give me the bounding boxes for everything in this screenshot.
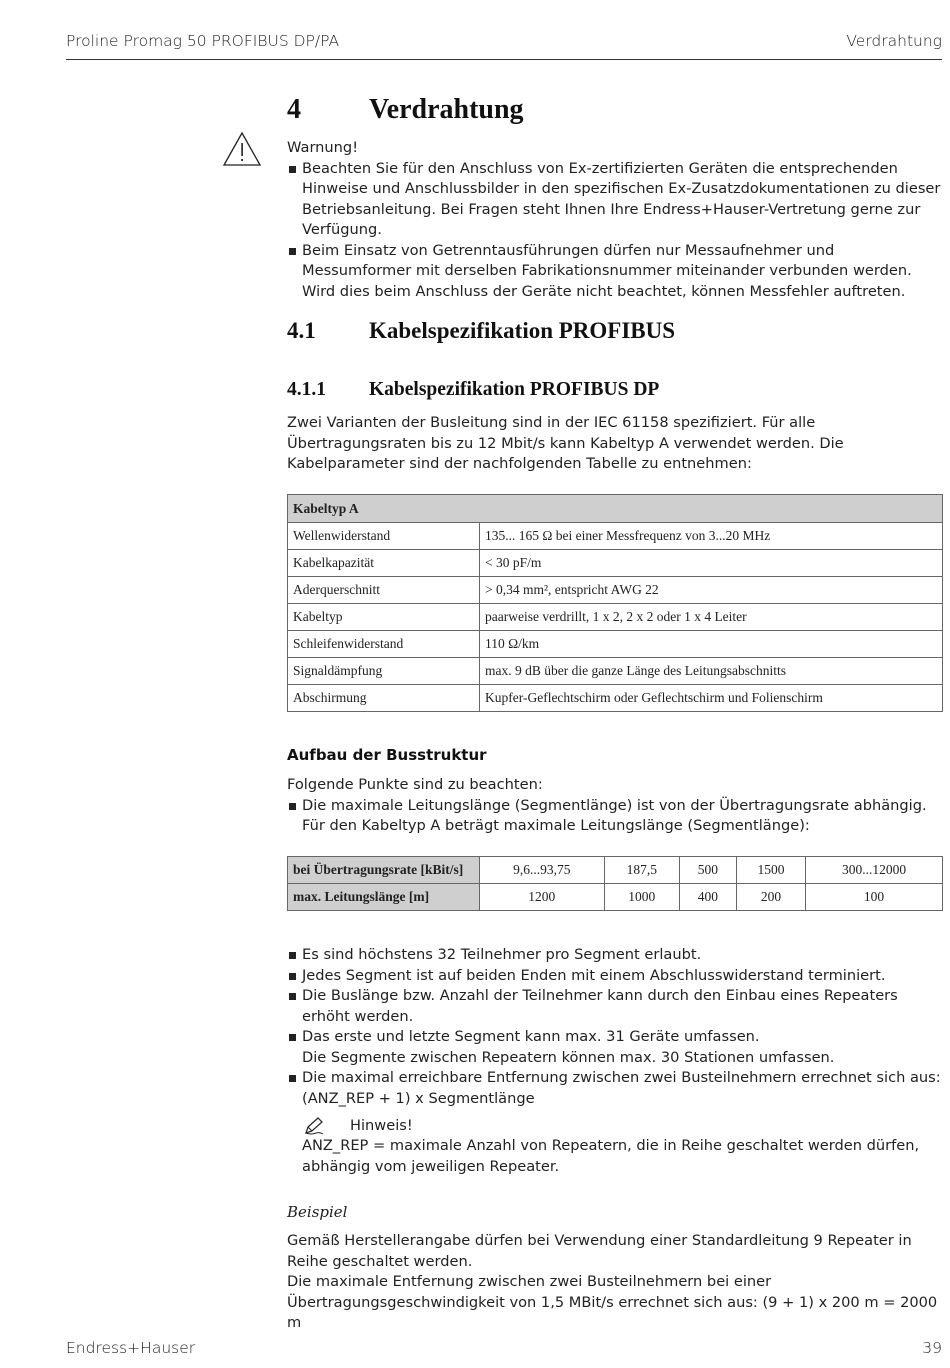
param-name: Aderquerschnitt xyxy=(288,577,480,604)
warning-item: Beim Einsatz von Getrenntausführungen dürfen nur Messaufnehmer und Messumformer mit derselben Fabrikationsnummer miteinander verbunden werden. Wird dies beim Anschluss der Geräte nicht beachtet, können Messfehler auftreten. xyxy=(287,241,947,303)
bus-rules-list xyxy=(287,945,947,1109)
example-title: Beispiel xyxy=(287,1203,348,1221)
chapter-number: 4 xyxy=(287,94,301,125)
table-row xyxy=(288,577,943,604)
rate-cell: 300...12000 xyxy=(806,857,943,884)
header-rule xyxy=(66,59,942,60)
list-item xyxy=(287,1068,947,1109)
note-label: Hinweis! xyxy=(350,1117,413,1134)
rate-cell: 9,6...93,75 xyxy=(480,857,605,884)
subsection-title: Kabelspezifikation PROFIBUS DP xyxy=(369,379,660,400)
list-item-text: Das erste und letzte Segment kann max. 31 Geräte umfassen. xyxy=(302,1028,760,1045)
param-name: Abschirmung xyxy=(288,685,480,712)
param-value: < 30 pF/m xyxy=(480,550,943,577)
section-title: Kabelspezifikation PROFIBUS xyxy=(369,318,676,343)
warning-item: Beachten Sie für den Anschluss von Ex-zertifizierten Geräten die entsprechenden Hinweise und Anschlussbilder in den spezifischen Ex-Zusatzdokumentationen zu dieser Betriebsanleitung. Bei Fragen steht Ihnen Ihre Endress+Hauser-Vertretung gerne zur Verfügung. xyxy=(287,159,947,241)
list-item: Die Buslänge bzw. Anzahl der Teilnehmer kann durch den Einbau eines Repeaters erhöht werden. xyxy=(287,986,947,1027)
table-header: Kabeltyp A xyxy=(288,495,943,523)
subsection-heading xyxy=(287,379,659,401)
list-item-text: Die maximale Leitungslänge (Segmentlänge) ist von der Übertragungsrate abhängig. xyxy=(302,796,927,814)
length-cell: 1000 xyxy=(604,884,679,911)
param-name: Schleifenwiderstand xyxy=(288,631,480,658)
section-heading xyxy=(287,318,675,344)
param-value: > 0,34 mm², entspricht AWG 22 xyxy=(480,577,943,604)
rate-length-table xyxy=(287,856,943,911)
table-row xyxy=(288,658,943,685)
warning-block xyxy=(287,138,947,302)
param-name: Kabeltyp xyxy=(288,604,480,631)
warning-icon xyxy=(222,131,262,171)
length-cell: 400 xyxy=(679,884,736,911)
param-value: 135... 165 Ω bei einer Messfrequenz von 3...20 MHz xyxy=(480,523,943,550)
row-label: bei Übertragungsrate [kBit/s] xyxy=(288,857,480,884)
param-name: Kabelkapazität xyxy=(288,550,480,577)
example-text xyxy=(287,1231,947,1334)
param-value: Kupfer-Geflechtschirm oder Geflechtschirm und Folienschirm xyxy=(480,685,943,712)
param-value: max. 9 dB über die ganze Länge des Leitungsabschnitts xyxy=(480,658,943,685)
subsection-number: 4.1.1 xyxy=(287,379,326,400)
chapter-title: Verdrahtung xyxy=(369,94,524,125)
table-row xyxy=(288,631,943,658)
list-item xyxy=(287,1027,947,1068)
warning-label: Warnung! xyxy=(287,139,359,156)
param-name: Wellenwiderstand xyxy=(288,523,480,550)
param-value: 110 Ω/km xyxy=(480,631,943,658)
rate-cell: 187,5 xyxy=(604,857,679,884)
footer-company: Endress+Hauser xyxy=(66,1339,196,1357)
rate-cell: 500 xyxy=(679,857,736,884)
example-paragraph: Die maximale Entfernung zwischen zwei Busteilnehmern bei einer Übertragungsgeschwindigkeit von 1,5 MBit/s errechnet sich aus: (9 + 1) x 200 m = 2000 m xyxy=(287,1273,938,1331)
param-value: paarweise verdrillt, 1 x 2, 2 x 2 oder 1 x 4 Leiter xyxy=(480,604,943,631)
page-number: 39 xyxy=(922,1339,942,1357)
length-cell: 200 xyxy=(736,884,805,911)
example-paragraph: Gemäß Herstellerangabe dürfen bei Verwendung einer Standardleitung 9 Repeater in Reihe geschaltet werden. xyxy=(287,1232,912,1270)
header-section: Verdrahtung xyxy=(846,32,942,50)
table-row xyxy=(288,685,943,712)
list-item-text: Die maximal erreichbare Entfernung zwischen zwei Busteilnehmern errechnet sich aus: xyxy=(302,1069,941,1086)
bus-structure-title: Aufbau der Busstruktur xyxy=(287,746,487,764)
header-title: Proline Promag 50 PROFIBUS DP/PA xyxy=(66,32,340,50)
bus-structure-lead: Folgende Punkte sind zu beachten: xyxy=(287,776,543,793)
table-row xyxy=(288,884,943,911)
length-cell: 100 xyxy=(806,884,943,911)
list-item-text: Für den Kabeltyp A beträgt maximale Leitungslänge (Segmentlänge): xyxy=(302,817,810,834)
list-item xyxy=(287,796,947,837)
cable-spec-table xyxy=(287,494,943,712)
list-item-text: (ANZ_REP + 1) x Segmentlänge xyxy=(302,1089,535,1107)
table-row xyxy=(288,550,943,577)
list-item: Es sind höchstens 32 Teilnehmer pro Segment erlaubt. xyxy=(287,945,947,966)
bus-structure-text xyxy=(287,775,947,837)
section-number: 4.1 xyxy=(287,318,316,343)
row-label: max. Leitungslänge [m] xyxy=(288,884,480,911)
list-item: Jedes Segment ist auf beiden Enden mit einem Abschlusswiderstand terminiert. xyxy=(287,966,947,987)
note-text: ANZ_REP = maximale Anzahl von Repeatern, die in Reihe geschaltet werden dürfen, abhängig vom jeweiligen Repeater. xyxy=(302,1137,920,1175)
list-item-text: Die Segmente zwischen Repeatern können max. 30 Stationen umfassen. xyxy=(302,1048,835,1066)
table-row xyxy=(288,604,943,631)
intro-paragraph: Zwei Varianten der Busleitung sind in der IEC 61158 spezifiziert. Für alle Übertragungsraten bis zu 12 Mbit/s kann Kabeltyp A verwendet werden. Die Kabelparameter sind der nachfolgenden Tabelle zu entnehmen: xyxy=(287,414,844,472)
param-name: Signaldämpfung xyxy=(288,658,480,685)
chapter-heading xyxy=(287,94,524,126)
rate-cell: 1500 xyxy=(736,857,805,884)
table-row xyxy=(288,857,943,884)
table-row xyxy=(288,523,943,550)
length-cell: 1200 xyxy=(480,884,605,911)
